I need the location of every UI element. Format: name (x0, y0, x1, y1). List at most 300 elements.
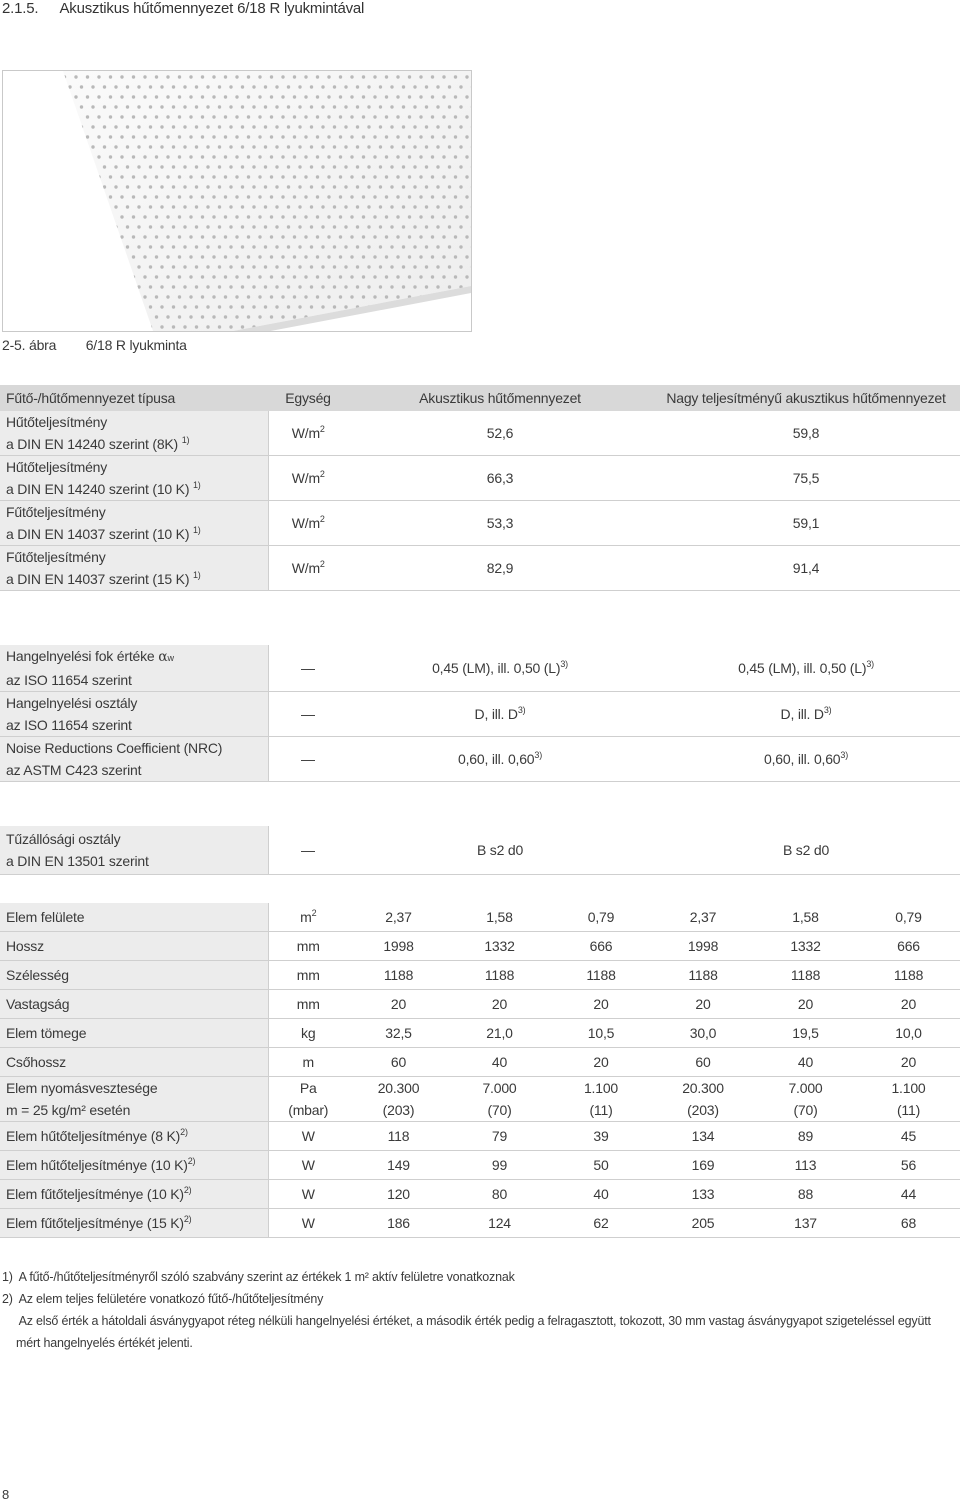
perforation-hole (373, 315, 376, 318)
perforation-hole (459, 205, 462, 208)
perforation-hole (166, 195, 169, 198)
perforation-hole (51, 175, 54, 178)
perforation-hole (57, 285, 60, 288)
perforation-hole (310, 265, 313, 268)
perforation-hole (63, 215, 66, 218)
perforation-hole (132, 135, 135, 138)
perforation-hole (281, 115, 284, 118)
perforation-hole (224, 175, 227, 178)
perforation-hole (408, 95, 411, 98)
perforation-hole (385, 195, 388, 198)
perforation-hole (218, 285, 221, 288)
perforation-hole (183, 305, 186, 308)
perforation-hole (442, 255, 445, 258)
row-label: Hangelnyelési fok értéke αw az ISO 11654 szerint (0, 645, 268, 692)
perforation-hole (91, 145, 94, 148)
perforation-hole (155, 195, 158, 198)
perforation-hole (132, 255, 135, 258)
perforation-hole (350, 215, 353, 218)
perforation-hole (229, 165, 232, 168)
perforation-hole (166, 175, 169, 178)
perforation-hole (155, 295, 158, 298)
value-cell: 0,60, ill. 0,60$^{3)}$ (652, 737, 960, 782)
perforation-hole (97, 175, 100, 178)
perforation-hole (160, 325, 163, 328)
perforation-hole (373, 95, 376, 98)
perforation-hole (385, 315, 388, 318)
perforation-hole (373, 75, 376, 78)
perforation-hole (419, 95, 422, 98)
perforation-hole (201, 95, 204, 98)
table-row (0, 645, 960, 692)
perforation-hole (425, 145, 428, 148)
perforation-hole (367, 125, 370, 128)
value-cell: 20 (857, 990, 960, 1019)
perforation-hole (454, 255, 457, 258)
perforation-hole (390, 185, 393, 188)
section-title (2, 0, 364, 17)
value-cell: 20.300 (203) (652, 1077, 754, 1122)
perforation-hole (264, 205, 267, 208)
perforation-hole (419, 255, 422, 258)
perforation-hole (120, 135, 123, 138)
perforation-hole (413, 105, 416, 108)
perforation-hole (436, 165, 439, 168)
perforation-hole (103, 265, 106, 268)
perforation-hole (264, 85, 267, 88)
perforation-hole (298, 285, 301, 288)
value-cell: 1332 (754, 932, 857, 961)
table-row (0, 1180, 960, 1209)
perforation-hole (80, 265, 83, 268)
row-label: Hangelnyelési osztály az ISO 11654 szerint (0, 692, 268, 737)
perforation-hole (149, 185, 152, 188)
figure-caption-text: 6/18 R lyukminta (85, 337, 187, 353)
row-label: Vastagság (0, 990, 268, 1019)
value-cell: 1.100 (11) (550, 1077, 652, 1122)
value-cell: 44 (857, 1180, 960, 1209)
perforation-hole (339, 235, 342, 238)
perforation-hole (281, 175, 284, 178)
perforation-hole (218, 105, 221, 108)
perforation-hole (436, 245, 439, 248)
perforation-hole (80, 285, 83, 288)
perforation-hole (172, 145, 175, 148)
page-number: 8 (2, 1487, 10, 1502)
perforation-hole (252, 225, 255, 228)
perforation-hole (137, 285, 140, 288)
perforation-hole (287, 245, 290, 248)
perforation-hole (448, 105, 451, 108)
perforation-hole (425, 85, 428, 88)
perforation-hole (293, 255, 296, 258)
perforation-hole (373, 255, 376, 258)
perforation-hole (436, 125, 439, 128)
perforation-hole (212, 275, 215, 278)
perforation-hole (339, 275, 342, 278)
value-cell: 666 (550, 932, 652, 961)
perforation-hole (195, 285, 198, 288)
perforation-hole (86, 235, 89, 238)
perforation-hole (367, 205, 370, 208)
perforation-hole (298, 325, 301, 328)
perforation-hole (321, 305, 324, 308)
perforation-hole (183, 245, 186, 248)
perforation-hole (413, 245, 416, 248)
perforation-hole (80, 205, 83, 208)
perforation-hole (419, 235, 422, 238)
perforation-hole (143, 315, 146, 318)
perforation-hole (264, 285, 267, 288)
perforation-hole (281, 215, 284, 218)
perforation-hole (425, 285, 428, 288)
perforation-hole (459, 105, 462, 108)
perforation-hole (379, 325, 382, 328)
perforation-hole (442, 215, 445, 218)
perforation-hole (356, 285, 359, 288)
perforation-hole (103, 105, 106, 108)
perforation-hole (310, 185, 313, 188)
value-cell: B s2 d0 (348, 826, 652, 875)
perforation-hole (448, 165, 451, 168)
value-cell: 2,37 (348, 903, 449, 932)
perforation-hole (149, 145, 152, 148)
perforation-hole (270, 175, 273, 178)
perforation-hole (126, 105, 129, 108)
perforation-hole (51, 255, 54, 258)
row-label: Fűtőteljesítmény a DIN EN 14037 szerint (15 K) $^{1)}$ (0, 546, 268, 591)
perforation-hole (247, 75, 250, 78)
perforation-hole (293, 275, 296, 278)
perforation-hole (258, 195, 261, 198)
footnotes (2, 1266, 958, 1354)
perforated-panel-illustration (3, 71, 471, 331)
perforation-hole (304, 115, 307, 118)
perforation-hole (68, 165, 71, 168)
perforation-hole (442, 315, 445, 318)
perforation-hole (390, 205, 393, 208)
perforation-hole (275, 285, 278, 288)
perforation-hole (212, 155, 215, 158)
perforation-hole (68, 185, 71, 188)
perforation-hole (385, 95, 388, 98)
perforation-hole (229, 85, 232, 88)
unit-cell: $W/m^2$ (268, 456, 348, 501)
perforation-hole (459, 185, 462, 188)
perforation-hole (304, 235, 307, 238)
perforation-hole (287, 305, 290, 308)
perforation-hole (419, 175, 422, 178)
perforation-hole (235, 95, 238, 98)
perforation-hole (57, 125, 60, 128)
perforation-hole (206, 105, 209, 108)
perforation-hole (258, 175, 261, 178)
perforation-hole (287, 225, 290, 228)
perforation-hole (195, 325, 198, 328)
perforation-hole (114, 285, 117, 288)
perforation-hole (103, 245, 106, 248)
perforation-hole (431, 275, 434, 278)
perforation-hole (57, 185, 60, 188)
row-label: Noise Reductions Coefficient (NRC) az ASTM C423 szerint (0, 737, 268, 782)
perforation-hole (362, 295, 365, 298)
perforation-hole (362, 255, 365, 258)
unit-cell: mm (268, 932, 348, 961)
perforation-hole (132, 95, 135, 98)
value-cell: 1188 (348, 961, 449, 990)
unit-cell: W (268, 1151, 348, 1180)
perforation-hole (91, 165, 94, 168)
unit-cell: W (268, 1209, 348, 1238)
perforation-hole (120, 275, 123, 278)
perforation-hole (126, 125, 129, 128)
perforation-hole (448, 125, 451, 128)
perforation-hole (367, 285, 370, 288)
perforation-hole (258, 275, 261, 278)
row-label: Elem fűtőteljesítménye (15 K)$^{2)}$ (0, 1209, 268, 1238)
perforation-hole (344, 125, 347, 128)
perforation-hole (321, 325, 324, 328)
perforation-hole (178, 275, 181, 278)
perforation-hole (327, 115, 330, 118)
perforation-hole (109, 255, 112, 258)
perforation-hole (465, 315, 468, 318)
perforation-hole (149, 105, 152, 108)
value-cell: 20 (550, 990, 652, 1019)
header-high-performance: Nagy teljesítményű akusztikus hűtőmennyezet (652, 385, 960, 411)
perforation-hole (86, 255, 89, 258)
perforation-hole (465, 215, 468, 218)
perforation-hole (448, 325, 451, 328)
perforation-hole (51, 215, 54, 218)
perforation-hole (390, 165, 393, 168)
perforation-hole (396, 95, 399, 98)
perforation-hole (172, 185, 175, 188)
perforation-hole (270, 95, 273, 98)
perforation-hole (356, 125, 359, 128)
perforation-hole (103, 285, 106, 288)
perforation-hole (293, 95, 296, 98)
perforation-hole (143, 295, 146, 298)
perforation-hole (206, 325, 209, 328)
perforation-hole (373, 235, 376, 238)
perforation-hole (275, 185, 278, 188)
perforation-hole (241, 285, 244, 288)
perforation-hole (68, 105, 71, 108)
perforation-hole (51, 275, 54, 278)
perforation-hole (149, 245, 152, 248)
perforation-hole (390, 225, 393, 228)
perforation-hole (195, 125, 198, 128)
perforation-hole (229, 265, 232, 268)
perforation-hole (114, 145, 117, 148)
perforation-hole (304, 255, 307, 258)
value-cell: 1998 (652, 932, 754, 961)
perforation-hole (80, 85, 83, 88)
perforation-hole (109, 155, 112, 158)
perforation-hole (206, 145, 209, 148)
perforation-hole (442, 235, 445, 238)
perforation-hole (137, 125, 140, 128)
perforation-hole (160, 85, 163, 88)
perforation-hole (350, 255, 353, 258)
value-cell: 1188 (449, 961, 550, 990)
dash-cell (268, 692, 348, 737)
table-row (0, 1209, 960, 1238)
perforation-hole (413, 325, 416, 328)
perforation-hole (109, 95, 112, 98)
perforation-hole (103, 125, 106, 128)
perforation-hole (212, 215, 215, 218)
value-cell: 88 (754, 1180, 857, 1209)
perforation-hole (120, 235, 123, 238)
perforation-hole (275, 145, 278, 148)
perforation-hole (86, 175, 89, 178)
table-row (0, 1048, 960, 1077)
perforation-hole (57, 305, 60, 308)
perforation-hole (287, 185, 290, 188)
perforation-hole (436, 285, 439, 288)
perforation-hole (419, 115, 422, 118)
perforation-hole (448, 205, 451, 208)
perforation-hole (109, 195, 112, 198)
perforation-hole (344, 325, 347, 328)
perforation-hole (413, 205, 416, 208)
perforation-hole (137, 105, 140, 108)
perforation-hole (316, 175, 319, 178)
perforation-hole (241, 185, 244, 188)
perforation-hole (459, 325, 462, 328)
perforation-hole (321, 145, 324, 148)
perforation-hole (425, 165, 428, 168)
perforation-hole (212, 295, 215, 298)
perforation-hole (172, 265, 175, 268)
perforated-ceiling-panel-image (2, 70, 472, 332)
perforation-hole (155, 175, 158, 178)
row-label: Tűzállósági osztály a DIN EN 13501 szerint (0, 826, 268, 875)
perforation-hole (367, 145, 370, 148)
perforation-hole (275, 305, 278, 308)
perforation-hole (396, 135, 399, 138)
perforation-hole (344, 245, 347, 248)
perforation-hole (74, 175, 77, 178)
perforation-hole (189, 215, 192, 218)
value-cell: 53,3 (348, 501, 652, 546)
value-cell: 60 (652, 1048, 754, 1077)
perforation-hole (258, 315, 261, 318)
perforation-hole (454, 195, 457, 198)
perforation-hole (264, 185, 267, 188)
perforation-hole (459, 305, 462, 308)
perforation-hole (270, 215, 273, 218)
perforation-hole (149, 165, 152, 168)
perforation-hole (379, 85, 382, 88)
perforation-hole (293, 115, 296, 118)
perforation-hole (252, 245, 255, 248)
perforation-hole (316, 115, 319, 118)
table-row (0, 1122, 960, 1151)
perforation-hole (413, 225, 416, 228)
perforation-hole (442, 195, 445, 198)
perforation-hole (339, 135, 342, 138)
perforation-hole (367, 105, 370, 108)
perforation-hole (275, 85, 278, 88)
perforation-hole (137, 205, 140, 208)
perforation-hole (51, 95, 54, 98)
unit-cell: mm (268, 990, 348, 1019)
perforation-hole (126, 145, 129, 148)
perforation-hole (166, 275, 169, 278)
perforation-hole (86, 295, 89, 298)
perforation-hole (425, 125, 428, 128)
perforation-hole (189, 95, 192, 98)
perforation-hole (178, 75, 181, 78)
perforation-hole (344, 305, 347, 308)
perforation-hole (155, 315, 158, 318)
perforation-hole (183, 225, 186, 228)
perforation-hole (442, 95, 445, 98)
perforation-hole (344, 165, 347, 168)
perforation-hole (172, 85, 175, 88)
perforation-hole (183, 105, 186, 108)
perforation-hole (419, 195, 422, 198)
perforation-hole (160, 305, 163, 308)
perforation-hole (344, 105, 347, 108)
perforation-hole (448, 225, 451, 228)
figure-caption (2, 337, 187, 353)
perforation-hole (327, 255, 330, 258)
perforation-hole (103, 145, 106, 148)
performance-header-row (0, 385, 960, 411)
perforation-hole (333, 325, 336, 328)
perforation-hole (97, 215, 100, 218)
perforation-hole (114, 225, 117, 228)
perforation-hole (298, 265, 301, 268)
perforation-hole (270, 295, 273, 298)
perforation-hole (183, 85, 186, 88)
perforation-hole (235, 135, 238, 138)
perforation-hole (97, 295, 100, 298)
perforation-hole (367, 85, 370, 88)
perforation-hole (155, 135, 158, 138)
perforation-hole (103, 185, 106, 188)
perforation-hole (172, 305, 175, 308)
perforation-hole (333, 285, 336, 288)
perforation-hole (229, 125, 232, 128)
perforation-hole (431, 235, 434, 238)
perforation-hole (390, 325, 393, 328)
value-cell: D, ill. $D^{3)}$ (652, 692, 960, 737)
perforation-hole (68, 305, 71, 308)
perforation-hole (155, 75, 158, 78)
perforation-hole (436, 265, 439, 268)
perforation-hole (448, 185, 451, 188)
perforation-hole (74, 115, 77, 118)
perforation-hole (68, 145, 71, 148)
perforation-hole (465, 275, 468, 278)
value-cell: 40 (754, 1048, 857, 1077)
table-row (0, 903, 960, 932)
perforation-hole (356, 85, 359, 88)
perforation-hole (143, 215, 146, 218)
perforation-hole (63, 75, 66, 78)
perforation-hole (212, 135, 215, 138)
perforation-hole (166, 255, 169, 258)
perforation-hole (419, 315, 422, 318)
value-cell: 21,0 (449, 1019, 550, 1048)
perforation-hole (212, 115, 215, 118)
perforation-hole (310, 285, 313, 288)
